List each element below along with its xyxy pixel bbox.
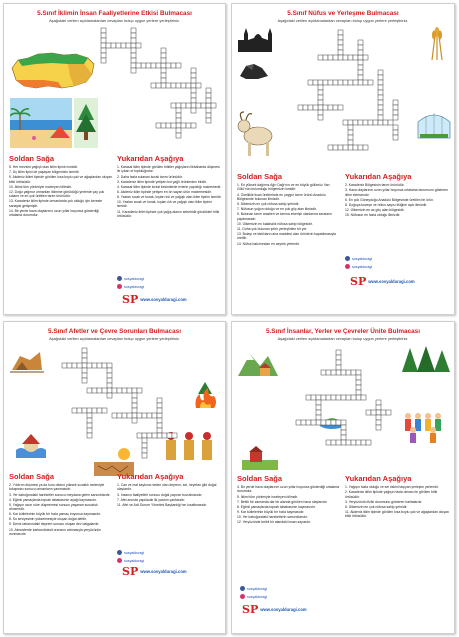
- facebook-icon: [345, 256, 350, 261]
- pine-forest-illustration: [402, 346, 450, 376]
- farm-illustration: [242, 446, 278, 470]
- down-clue-list: [117, 165, 222, 218]
- mountain-house-picture: [238, 346, 278, 380]
- clue-item: 10. İklimi tüm yönleriyle inceleyen bilimdir.: [9, 184, 72, 189]
- clue-item: 7. Üç iklim tipini de yaşayan bölgemizin ismidir.: [9, 170, 80, 175]
- crossword-grid-svg[interactable]: [278, 28, 420, 170]
- clue-item: 4. Bir yerde hava olaylarının uzun yıllar boyunca gösterdiği ortalama durumdur.: [237, 485, 340, 494]
- sp-logo-icon: SP: [350, 275, 367, 288]
- mosque-skyline-picture: [238, 26, 276, 52]
- down-heading: Yukarıdan Aşağıya: [117, 472, 184, 481]
- greenhouse-picture: [416, 108, 452, 142]
- clue-item: 6. En çok Güneydoğu Anadolu Bölgesinde üretilen bir ürün.: [345, 197, 434, 202]
- clue-item: 8. Su seviyesinin yükselmesiyle oluşan doğal afettir.: [9, 517, 87, 522]
- worksheet-page-insanlar: [231, 321, 455, 634]
- people-crowd-illustration: [402, 406, 450, 444]
- crossword-grid-svg[interactable]: [96, 26, 224, 144]
- down-clue-list: [117, 483, 222, 507]
- down-clues-column: [345, 172, 451, 218]
- clue-item: 2. Yıldırım düşmesi ya da kuru otların yüksek sıcaklık nedeniyle tutuşması sonucu ormanların yanmasıdır.: [9, 483, 105, 492]
- clue-item: 6. Akdeniz iklim tipinde yetişen en ön sayan ürün malzemesidir.: [117, 189, 212, 194]
- crossword-grid[interactable]: [42, 346, 188, 476]
- forest-village-illustration: [74, 98, 98, 148]
- instagram-icon: [117, 558, 122, 563]
- clue-item: 3. Karadeniz iklim tipinde yetişen kol yağlı ürünlerden biridir.: [117, 179, 207, 184]
- instagram-handle[interactable]: sosyalduragi: [124, 284, 145, 289]
- clue-item: 10. Yazları sıcak ve kurak, kışları ılık ve yağışlı olan iklim tipinin ismidir.: [117, 199, 212, 209]
- page-title: 5.Sınıf İklimin İnsan Faaliyetlerine Etkisi Bulmacası: [37, 10, 192, 17]
- site-logo: [122, 566, 187, 577]
- page-subtitle: Aşağıdaki verilen açıklamalardan cevapları bulup uygun yerlere yerleştiriniz.: [49, 18, 180, 23]
- crowd-picture: [402, 406, 450, 444]
- clue-item: 3. İnsanın faaliyetleri sonucu doğal yapının bozulmasıdır.: [117, 492, 203, 497]
- down-heading: Yukarıdan Aşağıya: [117, 154, 184, 163]
- clue-item: 3. Yer kabuğundaki hareketler sonucu meydana gelen sarsıntılardır.: [9, 492, 111, 497]
- site-url[interactable]: www.sosyalduragi.com: [140, 569, 187, 574]
- clue-item: 8. Eğimli yamaçlarda toprak tabakasının kaymasıdır.: [237, 504, 316, 509]
- clue-item: 2. Karadeniz iklim tipinde yağışın fazla olması ile görülen bitki örtüsüdür.: [345, 490, 438, 499]
- page-title: 5.Sınıf İnsanlar, Yerler ve Çevreler Ünite Bulmacası: [265, 328, 421, 335]
- clue-item: 10. Atmosferde karbondioksit oranının artmasıyla yeryüzünün ısınmasıdır.: [9, 527, 102, 536]
- page-title: 5.Sınıf Afetler ve Çevre Sorunları Bulmacası: [48, 328, 181, 335]
- site-url[interactable]: www.sosyalduragi.com: [140, 297, 187, 302]
- clue-item: 5. Yağışın uzun süre düşmemesi sonucu yaşanan susuzluk dönemidir.: [9, 502, 98, 512]
- forest-fire-illustration: [190, 380, 220, 410]
- facebook-icon: [117, 276, 122, 281]
- across-heading: Soldan Sağa: [9, 154, 55, 163]
- clue-item: 3. Yeryüzünün fiziki durumunu gösteren haritalardır.: [345, 499, 423, 504]
- crossword-grid[interactable]: [276, 348, 404, 474]
- clue-item: 9. Akdeniz iklimi tipinde görülen kısa boylu çalı ve ağaçlardan oluşan bitki örtüsüdür.: [9, 175, 112, 184]
- site-url[interactable]: www.sosyalduragi.com: [260, 607, 307, 612]
- clue-item: 3. Hava olaylarının uzun yıllar boyunca ortalama durumunu gösteren iklim elemanıdır.: [345, 188, 448, 197]
- beach-illustration: [10, 98, 72, 148]
- site-logo: [122, 294, 187, 305]
- social-brand-block: [117, 550, 144, 564]
- clue-item: 12. Ülkemizin en az göç alan bölgesidir.: [345, 207, 405, 212]
- goat-picture: [236, 108, 276, 160]
- crossword-grid-svg[interactable]: [42, 346, 188, 476]
- across-clues-column: [237, 474, 341, 525]
- clue-item: 11. Karadeniz iklim tipinde çok yağış alanın sebebidir gördükleri bitki örtüsüdür.: [117, 209, 220, 218]
- coal-illustration: [238, 58, 270, 80]
- collapsed-house-picture: [10, 346, 44, 374]
- across-clue-list: [237, 183, 341, 246]
- clue-item: 14. Bir yerde hava olaylarının uzun yıllar boyunca gösterdiği ortalama durumdur.: [9, 208, 99, 218]
- instagram-handle[interactable]: sosyalduragi: [352, 264, 373, 269]
- across-heading: Soldan Sağa: [237, 474, 283, 483]
- wheat-picture: [424, 26, 450, 60]
- clue-item: 11. Doha çok bulunan şehir yerleştirilen bir yer.: [237, 226, 308, 231]
- worksheet-page-nufus: [231, 3, 455, 315]
- clue-item: 5. Ülkemizin en çok nüfusa sahip şehridir.: [237, 202, 300, 207]
- page-title: 5.Sınıf Nüfus ve Yerleşme Bulmacası: [287, 10, 399, 17]
- tree-picture: [74, 98, 98, 148]
- clue-item: 4. Karasal iklim tipinde kırsal kesimlerde evlerin yapıldığı malzemedir.: [117, 184, 222, 189]
- clue-item: 11. Akdeniz iklim tipinde görülen kısa boylu çalı ve ağaçlardan oluşan bitki örtüsüdür.: [345, 509, 449, 519]
- page-subtitle: Aşağıdaki verilen açıklamalardan cevapları bulup uygun yerlere yerleştiriniz.: [49, 336, 180, 341]
- across-heading: Soldan Sağa: [237, 172, 283, 181]
- clue-item: 7. Belirli bir zamanda dar bir alanda görülen hava olaylarıdır.: [237, 499, 328, 504]
- clue-item: 8. Yazları sıcak ve kurak, kışları ılık ve yağışlı olan iklim tipinin ismidir.: [117, 194, 222, 199]
- clue-item: 12. Yeryüzünde belirli bir alandaki insan sayısıdır.: [237, 519, 312, 524]
- clue-item: 13. Bolayı ve farklıların ana maddesi olan ürünlerin kapatılmasıyla üretilir.: [237, 232, 336, 241]
- worksheet-page-iklim: [3, 3, 226, 315]
- goat-illustration: [236, 108, 276, 160]
- clue-item: 2. Daha fazla sulanan kurak tarım ürünüdür.: [117, 174, 183, 179]
- site-logo: [242, 604, 307, 615]
- clue-item: 6. Ülkemizin en çok nüfusa sahip şehridir.: [345, 504, 408, 509]
- clue-item: 8. Doğuya kuzeye ve nüfus sayısı ilkiğine açık ilimizdir.: [345, 202, 428, 207]
- instagram-icon: [117, 284, 122, 289]
- pine-trees-picture: [402, 346, 450, 376]
- clue-item: 4. Özellikle ticari üretiminde en yaygın tarım ürünü Anadolu Bölgesinde bulunan ilimizdir.: [237, 192, 326, 202]
- clue-item: 10. Ülkemizin en kalabalık nüfusa sahip bölgesidir.: [237, 221, 313, 226]
- across-heading: Soldan Sağa: [9, 472, 55, 481]
- turkey-climate-map: [8, 46, 96, 94]
- crossword-grid-svg[interactable]: [276, 348, 404, 474]
- social-brand-block: [345, 256, 372, 270]
- facebook-handle[interactable]: sosyalduragi: [124, 276, 145, 281]
- across-clues-column: [9, 154, 113, 218]
- site-logo: [350, 276, 415, 287]
- clue-item: 1. Can ve mal kaybına neden olan deprem, sel, heyelan gibi doğal olaylardır.: [117, 483, 217, 492]
- sp-logo-icon: SP: [242, 603, 259, 616]
- clue-item: 1. Yağışın fazla olduğu ve sel riskini taşıyan yerleşim yerleridir.: [345, 485, 439, 489]
- instagram-icon: [345, 264, 350, 269]
- across-clues-column: [237, 172, 341, 247]
- farm-picture: [242, 446, 278, 470]
- clue-item: 11. Afet ve Acil Durum Yönetimi Başkanlığı'nın kısaltmasıdır.: [117, 502, 208, 507]
- clue-item: 1. Karasal iklim tipinde görülen bitkiler yağışların ilkbaharda düşmesi ile çıkan ot topluluğudur.: [117, 165, 220, 174]
- mountain-village-illustration: [238, 346, 278, 380]
- social-brand-block: [240, 586, 267, 600]
- instagram-handle[interactable]: sosyalduragi: [247, 594, 268, 599]
- clue-item: 7. Nüfusun yoğun olduğu ve en çok göç alan ilimizdir.: [237, 207, 317, 212]
- worksheet-page-afetler: [3, 321, 226, 634]
- clue-item: 2. Karadeniz Bölgesinin tarım ürünüdür.: [345, 183, 405, 187]
- down-clue-list: [345, 485, 451, 519]
- instagram-handle[interactable]: sosyalduragi: [124, 558, 145, 563]
- wheat-illustration: [424, 26, 450, 60]
- sp-logo-icon: SP: [122, 565, 139, 578]
- clue-item: 12. Doğu yağmur ormanları iklimine görüldüğü yerlerde çay çok sulanır ve en çok üretilen tarım ürünüdür.: [9, 189, 105, 199]
- instagram-icon: [240, 594, 245, 599]
- across-clues-column: [9, 472, 113, 537]
- facebook-handle[interactable]: sosyalduragi: [352, 256, 373, 261]
- page-subtitle: Aşağıdaki verilen açıklamalardan cevapları bulup uygun yerlere yerleştiriniz.: [277, 336, 409, 341]
- page-subtitle: Aşağıdaki verilen açıklamalardan cevapları bulup uygun yerlere yerleştiriniz.: [277, 18, 409, 23]
- clue-item: 9. Deniz tabanındaki deprem sonucu oluşan dev dalgalardır.: [9, 522, 100, 527]
- clue-item: 14. Nüfus bakımından en seyrek yerlerdir.: [237, 241, 300, 246]
- clue-item: 1. En yüksek dağımız Ağrı Dağı'nın ve en büyük gölümüz Van Gölü'nün bulunduğu bölgemizin ismidir.: [237, 183, 330, 192]
- clue-item: 9. Bulunan tarım arazileri ve tarıma elverişli olanlarına seraların yapılmasıdır.: [237, 212, 332, 221]
- city-skyline-illustration: [238, 26, 276, 52]
- coal-picture: [238, 58, 270, 80]
- facebook-icon: [117, 550, 122, 555]
- across-clue-list: [9, 165, 113, 218]
- beach-picture: [10, 98, 72, 148]
- turkey-map-illustration: [8, 46, 96, 94]
- clue-item: 5. İklimi tüm yönleriyle inceleyen bilimdir.: [237, 494, 299, 499]
- down-heading: Yukarıdan Aşağıya: [345, 474, 412, 483]
- clue-item: 9. Kar kütlelerinin büyük bir hızla kaymasıdır.: [237, 509, 305, 514]
- clue-item: 7. Afet anında yapılacak ilk yardım çantasıdır.: [117, 497, 186, 502]
- down-clue-list: [345, 183, 451, 217]
- clue-item: 4. Eğimli yamaçlarda toprak tabakasının aşağı kaymasıdır.: [9, 497, 97, 502]
- fire-tree-picture: [190, 380, 220, 410]
- site-url[interactable]: www.sosyalduragi.com: [368, 279, 415, 284]
- greenhouse-illustration: [416, 108, 452, 142]
- clue-item: 13. Karadeniz iklim tipinde ormanlarda çok olduğu için kereste sanayisi gelişmiştir.: [9, 199, 103, 208]
- clue-item: 10. Yer kabuğundaki hareketlerin sarsıntılarıdır.: [237, 514, 308, 519]
- earthquake-illustration: [10, 346, 44, 374]
- down-clues-column: [345, 474, 451, 519]
- across-clue-list: [237, 485, 341, 524]
- crossword-grid[interactable]: [278, 28, 420, 170]
- social-brand-block: [117, 276, 144, 290]
- facebook-handle[interactable]: sosyalduragi: [124, 550, 145, 555]
- clue-item: 15. Nüfusun en fazla olduğu ilimizdir.: [345, 212, 401, 217]
- crossword-grid[interactable]: [96, 26, 224, 144]
- sp-logo-icon: SP: [122, 293, 139, 306]
- down-clues-column: [117, 154, 222, 219]
- down-heading: Yukarıdan Aşağıya: [345, 172, 412, 181]
- clue-item: 6. Kar kütlelerinin büyük bir hızla yamaç boyunca kaymasıdır.: [9, 512, 101, 517]
- facebook-handle[interactable]: sosyalduragi: [247, 586, 268, 591]
- clue-item: 5. Her mevsim yağışlı olan iklim tipinin ismidir.: [9, 165, 78, 169]
- across-clue-list: [9, 483, 113, 536]
- facebook-icon: [240, 586, 245, 591]
- down-clues-column: [117, 472, 222, 508]
